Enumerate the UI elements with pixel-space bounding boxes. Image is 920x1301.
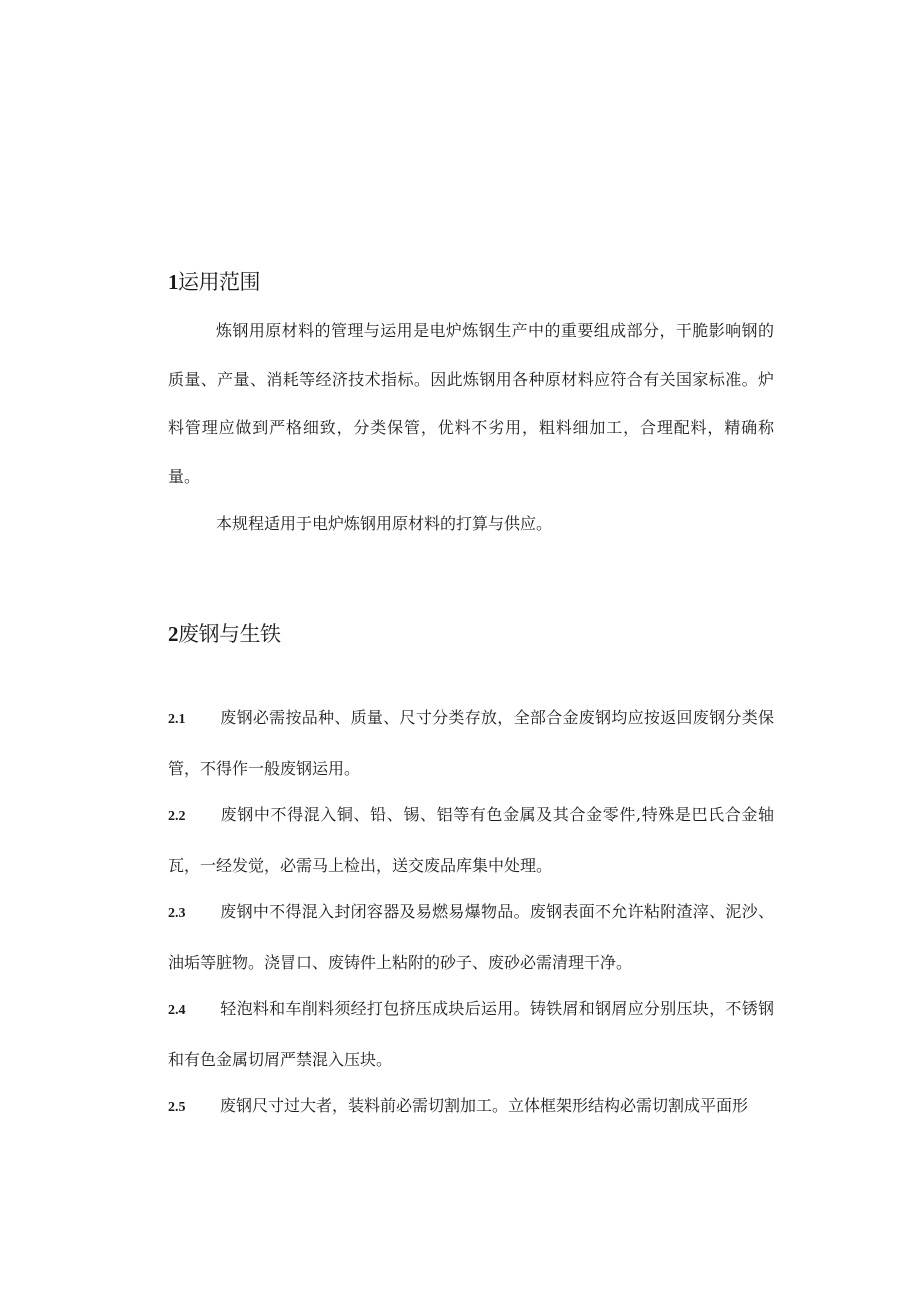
item-text: 废钢尺寸过大者，装料前必需切割加工。立体框架形结构必需切割成平面形 bbox=[220, 1096, 749, 1115]
body-paragraph: 本规程适用于电炉炼钢用原材料的打算与供应。 bbox=[216, 514, 553, 533]
section-title: 废钢与生铁 bbox=[178, 622, 281, 646]
item-number: 2.3 bbox=[168, 906, 186, 921]
item-number: 2.4 bbox=[168, 1003, 186, 1018]
section-title: 运用范围 bbox=[178, 270, 260, 294]
section-heading-1 bbox=[168, 266, 260, 296]
list-item bbox=[168, 694, 774, 793]
list-item bbox=[168, 888, 774, 987]
item-text: 轻泡料和车削料须经打包挤压成块后运用。铸铁屑和钢屑应分别压块，不锈钢和有色金属切屑严禁混入压块。 bbox=[168, 999, 774, 1069]
list-item bbox=[168, 791, 774, 890]
item-text: 废钢中不得混入封闭容器及易燃易爆物品。废钢表面不允许粘附渣滓、泥沙、油垢等脏物。浇冒口、废铸件上粘附的砂子、废砂必需清理干净。 bbox=[168, 902, 774, 972]
section-heading-2 bbox=[168, 618, 281, 648]
body-paragraph: 炼钢用原材料的管理与运用是电炉炼钢生产中的重要组成部分，干脆影响钢的质量、产量、消耗等经济技术指标。因此炼钢用各种原材料应符合有关国家标准。炉料管理应做到严格细致，分类保管，优料不劣用，粗料细加工，合理配料，精确称量。 bbox=[168, 321, 774, 486]
item-text: 废钢中不得混入铜、铅、锡、铝等有色金属及其合金零件,特殊是巴氏合金轴瓦，一经发觉，必需马上检出，送交废品库集中处理。 bbox=[168, 805, 774, 875]
item-number: 2.2 bbox=[168, 809, 186, 824]
item-number: 2.1 bbox=[168, 712, 186, 727]
section-number: 2 bbox=[168, 622, 178, 646]
item-text: 废钢必需按品种、质量、尺寸分类存放，全部合金废钢均应按返回废钢分类保管，不得作一般废钢运用。 bbox=[168, 708, 774, 778]
list-item bbox=[168, 1082, 774, 1133]
list-item bbox=[168, 985, 774, 1084]
item-number: 2.5 bbox=[168, 1100, 186, 1115]
section-number: 1 bbox=[168, 270, 178, 294]
